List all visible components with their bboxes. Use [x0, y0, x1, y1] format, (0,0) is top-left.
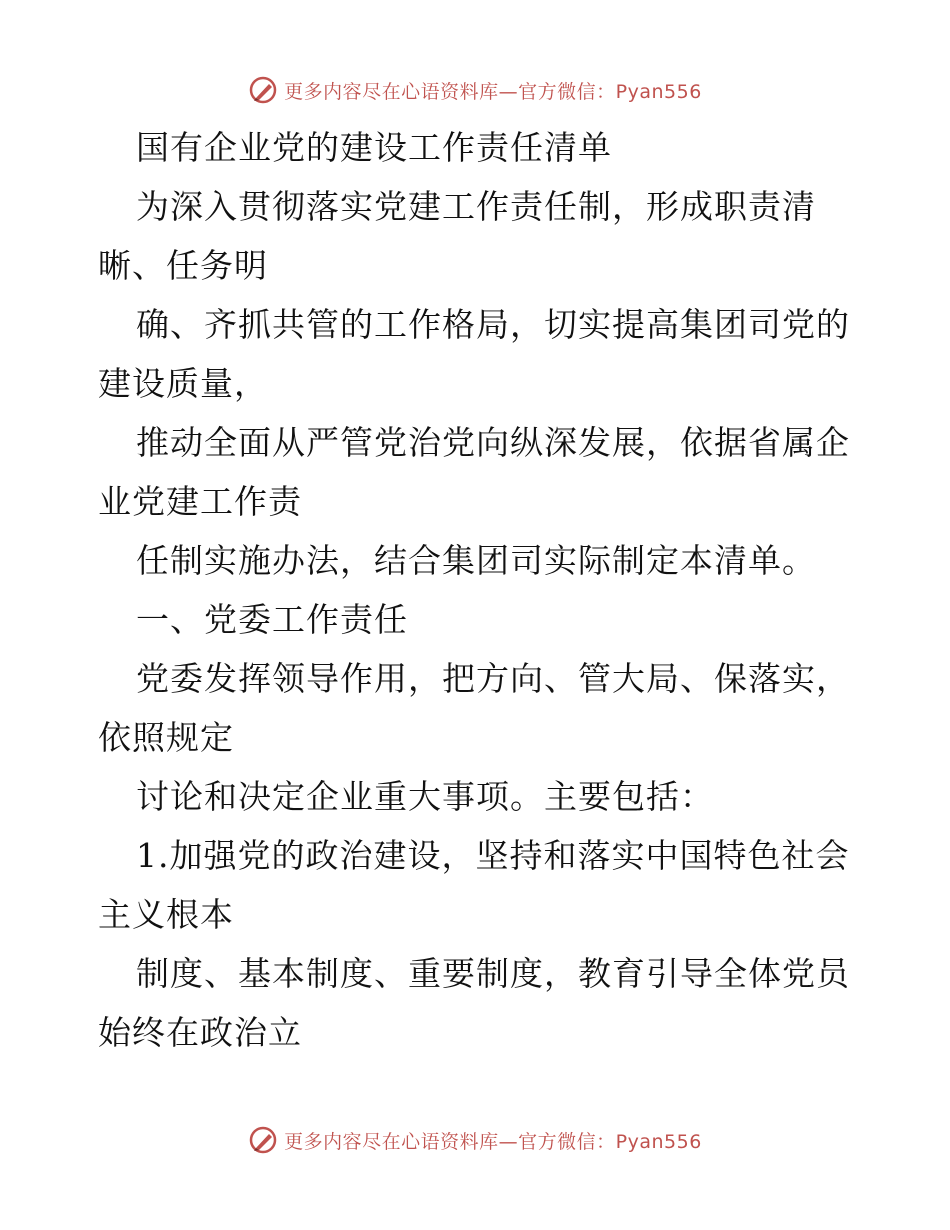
paragraph-line: 依照规定 [98, 718, 234, 757]
paragraph-line: 晰、任务明 [98, 246, 268, 285]
paragraph-line: 推动全面从严管党治党向纵深发展，依据省属企 [136, 423, 850, 462]
section-heading: 一、党委工作责任 [136, 600, 408, 639]
paragraph-line: 制度、基本制度、重要制度，教育引导全体党员 [136, 954, 850, 993]
paragraph-line: 业党建工作责 [98, 482, 302, 521]
document-body [98, 118, 860, 1062]
paragraph-line: 始终在政治立 [98, 1013, 302, 1052]
pen-logo-icon [248, 75, 278, 105]
paragraph-line: 为深入贯彻落实党建工作责任制，形成职责清 [136, 187, 816, 226]
header-banner-text: 更多内容尽在心语资料库—官方微信：Pyan556 [284, 80, 702, 103]
list-item-line: 1.加强党的政治建设，坚持和落实中国特色社会 [136, 836, 850, 875]
paragraph-line: 主义根本 [98, 895, 234, 934]
document-title: 国有企业党的建设工作责任清单 [136, 128, 612, 167]
pen-logo-icon [248, 1125, 278, 1155]
paragraph-line: 建设质量， [98, 364, 268, 403]
footer-banner [0, 1120, 950, 1160]
paragraph-line: 任制实施办法，结合集团司实际制定本清单。 [136, 541, 816, 580]
header-banner [0, 70, 950, 110]
paragraph-line: 讨论和决定企业重大事项。主要包括： [136, 777, 714, 816]
paragraph-line: 党委发挥领导作用，把方向、管大局、保落实， [136, 659, 850, 698]
footer-banner-text: 更多内容尽在心语资料库—官方微信：Pyan556 [284, 1130, 702, 1153]
paragraph-line: 确、齐抓共管的工作格局，切实提高集团司党的 [136, 305, 850, 344]
